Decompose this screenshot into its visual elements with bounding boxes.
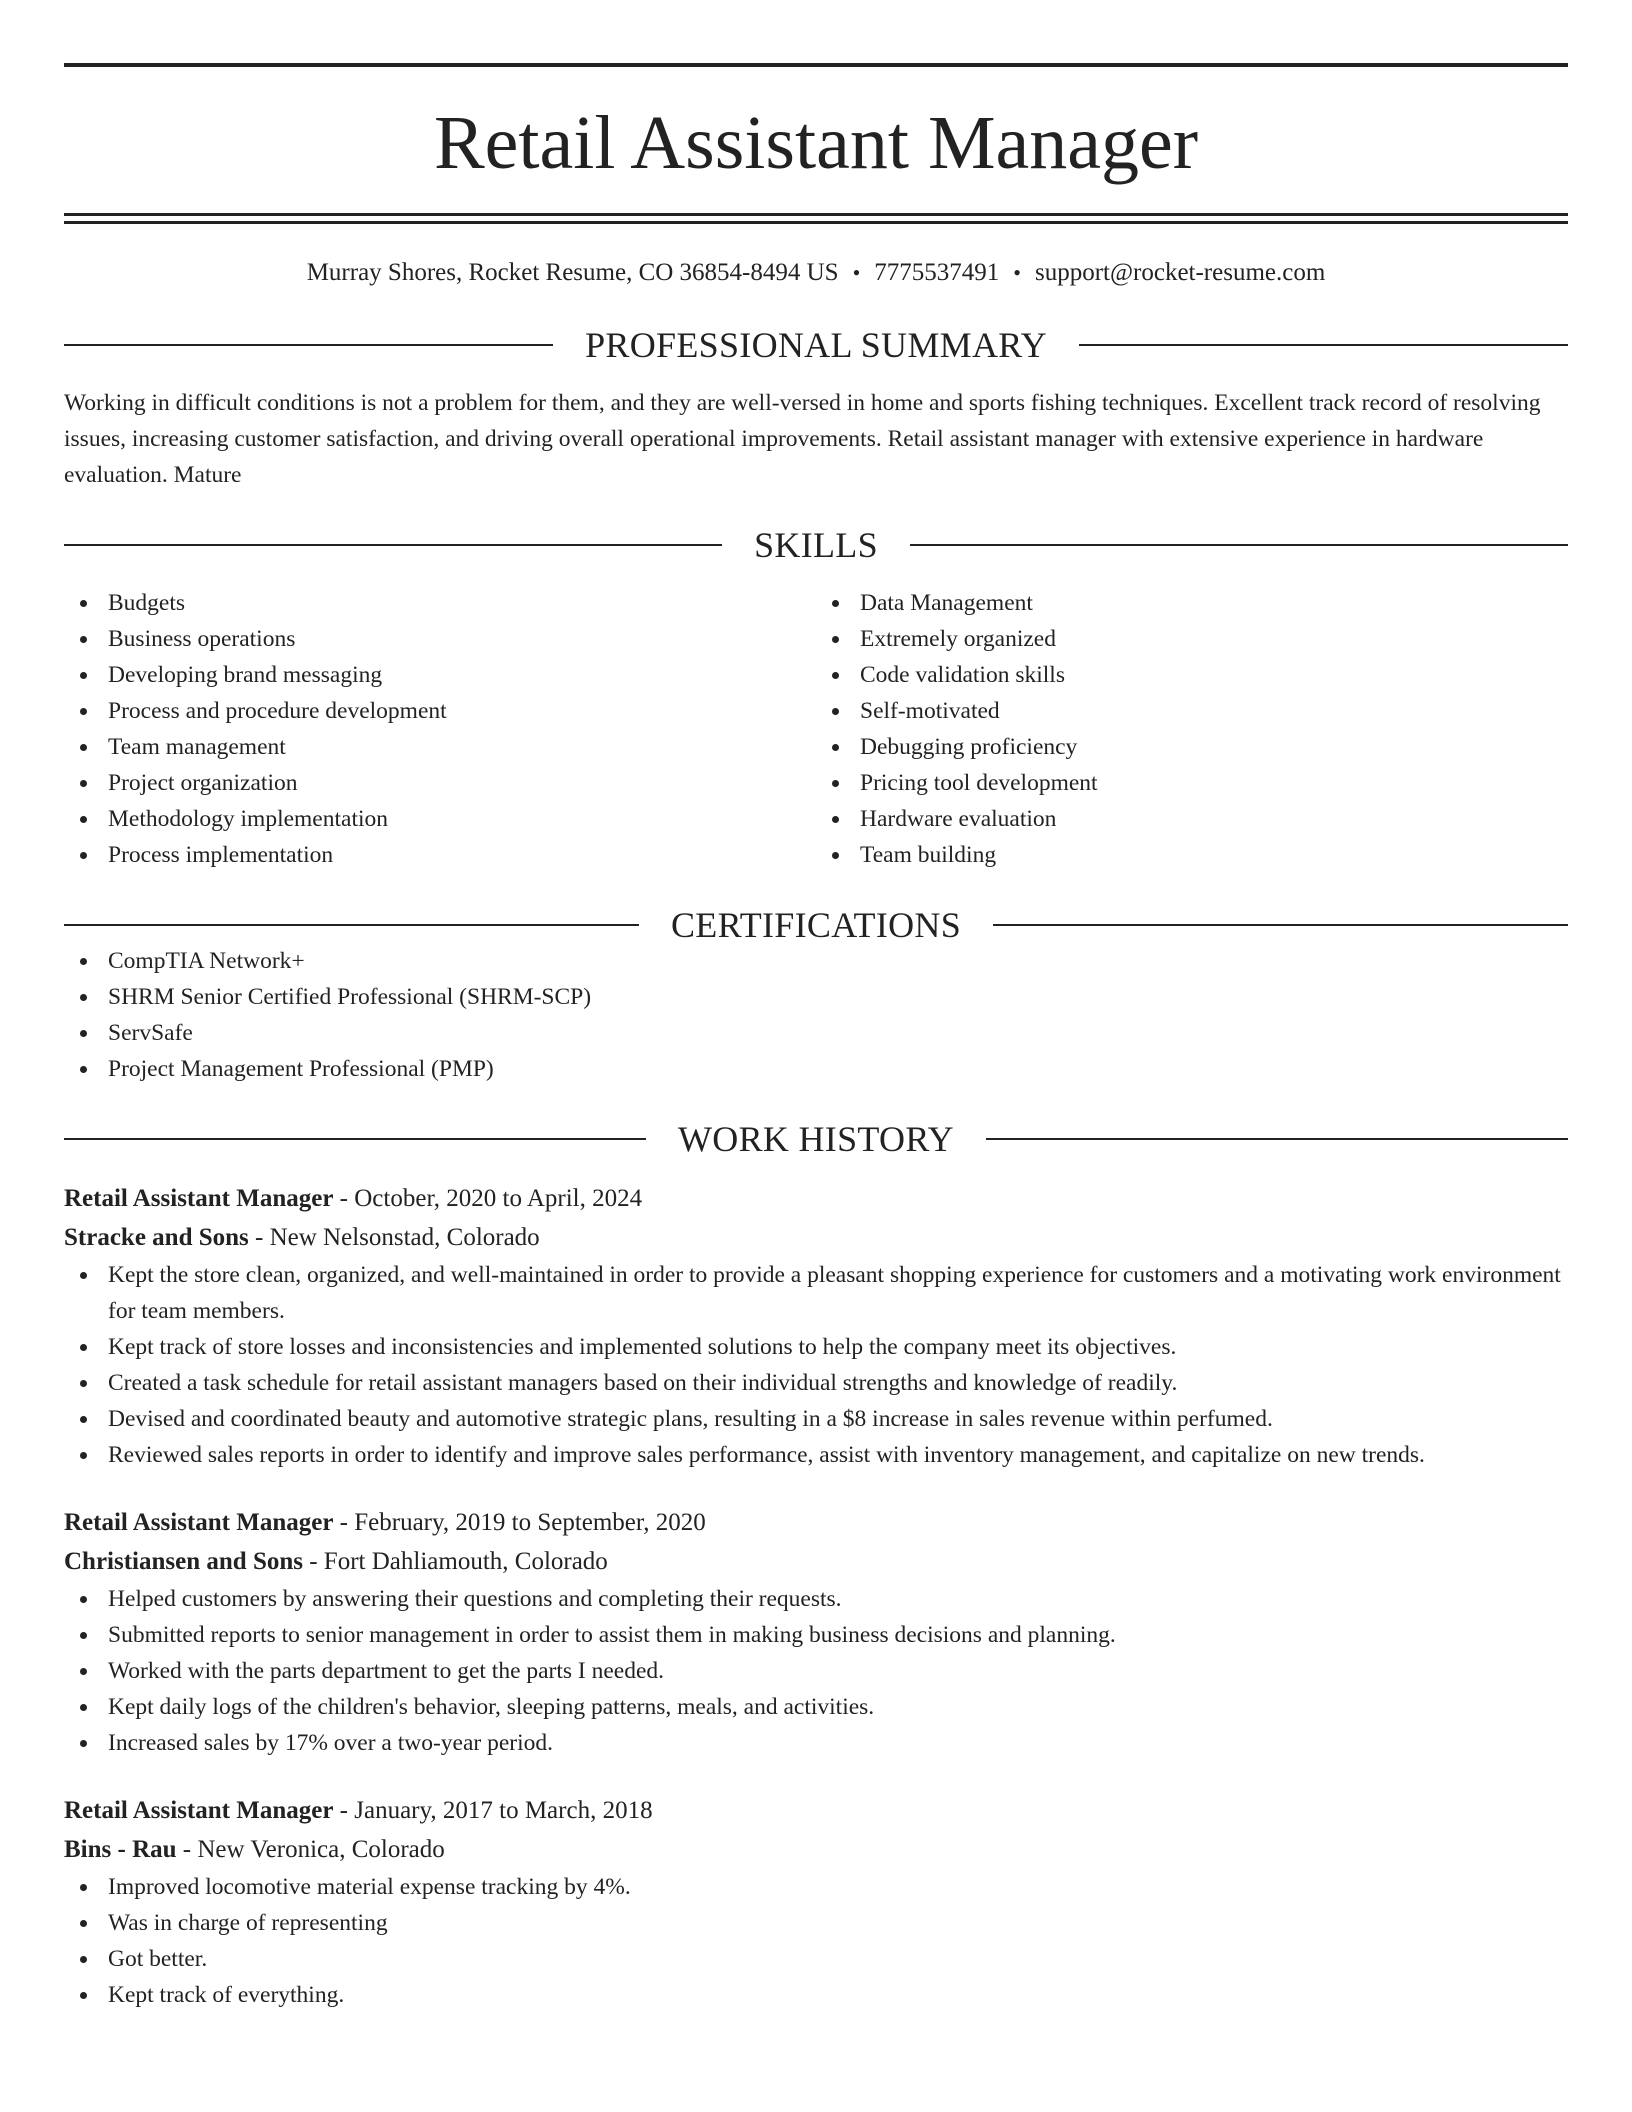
job-bullet: Increased sales by 17% over a two-year period. [64,1725,1568,1761]
contact-address: Murray Shores, Rocket Resume, CO 36854-8494 US [306,259,839,286]
job-bullet: Submitted reports to senior management in order to assist them in making business decisions and planning. [64,1617,1568,1653]
certifications-list [64,943,1568,1087]
section-rule-left [64,344,553,346]
contact-line [64,260,1568,285]
certification-item: CompTIA Network+ [64,943,1568,979]
job-company-line [64,1830,1568,1869]
contact-separator: • [1013,260,1021,285]
job-bullet: Kept daily logs of the children's behavior, sleeping patterns, meals, and activities. [64,1689,1568,1725]
summary-section-header [64,327,1568,363]
skill-item: Code validation skills [816,657,1568,693]
skill-item: Team building [816,837,1568,873]
job-bullet-list [64,1257,1568,1473]
job-entry [64,1179,1568,1473]
skill-item: Methodology implementation [64,801,816,837]
job-location: - Fort Dahliamouth, Colorado [302,1548,608,1575]
job-bullet-list [64,1869,1568,2013]
job-company-line [64,1542,1568,1581]
header-double-rule [64,213,1568,224]
job-bullet: Reviewed sales reports in order to identify and improve sales performance, assist with inventory management, and capitalize on new trends. [64,1437,1568,1473]
job-bullet: Improved locomotive material expense tracking by 4%. [64,1869,1568,1905]
job-bullet: Kept the store clean, organized, and well-maintained in order to provide a pleasant shopping experience for customers and a motivating work environment for team members. [64,1257,1568,1329]
job-dates: - February, 2019 to September, 2020 [333,1509,706,1536]
summary-text: Working in difficult conditions is not a problem for them, and they are well-versed in home and sports fishing techniques. Excellent track record of resolving issues, increasing customer satisfaction, and driving overall operational improvements. Retail assistant manager with extensive experience in hardware evaluation. Mature [64,390,1541,488]
job-role-line [64,1791,1568,1830]
job-role: Retail Assistant Manager [64,1509,334,1536]
skill-item: Extremely organized [816,621,1568,657]
skill-item: Pricing tool development [816,765,1568,801]
contact-separator: • [852,260,861,285]
section-rule-right [910,544,1568,546]
skill-item: Business operations [64,621,816,657]
skill-item: Project organization [64,765,816,801]
resume-title: Retail Assistant Manager [433,101,1199,185]
job-location: - New Nelsonstad, Colorado [248,1224,540,1251]
job-company: Stracke and Sons [64,1224,249,1251]
job-role: Retail Assistant Manager [64,1185,334,1212]
summary-heading: PROFESSIONAL SUMMARY [585,325,1047,365]
skills-list-left [64,585,816,873]
skill-item: Self-motivated [816,693,1568,729]
job-role-line [64,1179,1568,1218]
section-rule-left [64,544,722,546]
job-company: Christiansen and Sons [64,1548,303,1575]
skill-item: Budgets [64,585,816,621]
job-bullet: Created a task schedule for retail assistant managers based on their individual strengths and knowledge of readily. [64,1365,1568,1401]
skills-section-header [64,527,1568,563]
job-role-line [64,1503,1568,1542]
job-bullet: Worked with the parts department to get the parts I needed. [64,1653,1568,1689]
section-rule-left [64,1138,646,1140]
contact-email: support@rocket-resume.com [1035,259,1326,286]
header-top-rule [64,63,1568,67]
contact-phone: 7775537491 [874,259,1000,286]
skill-item: Debugging proficiency [816,729,1568,765]
section-rule-right [1079,344,1568,346]
job-entry [64,1791,1568,2013]
job-dates: - January, 2017 to March, 2018 [333,1797,653,1824]
certification-item: Project Management Professional (PMP) [64,1051,1568,1087]
work-history-section-header [64,1121,1568,1157]
job-bullet-list [64,1581,1568,1761]
skill-item: Process implementation [64,837,816,873]
job-company: Bins - Rau [64,1836,177,1863]
job-bullet: Was in charge of representing [64,1905,1568,1941]
job-entry [64,1503,1568,1761]
job-bullet: Kept track of everything. [64,1977,1568,2013]
skill-item: Process and procedure development [64,693,816,729]
job-dates: - October, 2020 to April, 2024 [333,1185,643,1212]
certifications-section-header [64,907,1568,943]
job-bullet: Devised and coordinated beauty and automotive strategic plans, resulting in a $8 increase in sales revenue within perfumed. [64,1401,1568,1437]
skills-list-right [816,585,1568,873]
job-company-line [64,1218,1568,1257]
section-rule-right [993,924,1568,926]
skill-item: Hardware evaluation [816,801,1568,837]
skill-item: Team management [64,729,816,765]
certification-item: ServSafe [64,1015,1568,1051]
skills-grid [64,585,1568,873]
certifications-heading: CERTIFICATIONS [670,905,962,945]
work-history-heading: WORK HISTORY [678,1119,954,1159]
skills-heading: SKILLS [754,525,878,565]
job-bullet: Helped customers by answering their questions and completing their requests. [64,1581,1568,1617]
job-bullet: Got better. [64,1941,1568,1977]
section-rule-right [986,1138,1568,1140]
job-location: - New Veronica, Colorado [176,1836,445,1863]
skill-item: Developing brand messaging [64,657,816,693]
job-role: Retail Assistant Manager [64,1797,334,1824]
job-bullet: Kept track of store losses and inconsistencies and implemented solutions to help the company meet its objectives. [64,1329,1568,1365]
section-rule-left [64,924,639,926]
skill-item: Data Management [816,585,1568,621]
certification-item: SHRM Senior Certified Professional (SHRM-SCP) [64,979,1568,1015]
